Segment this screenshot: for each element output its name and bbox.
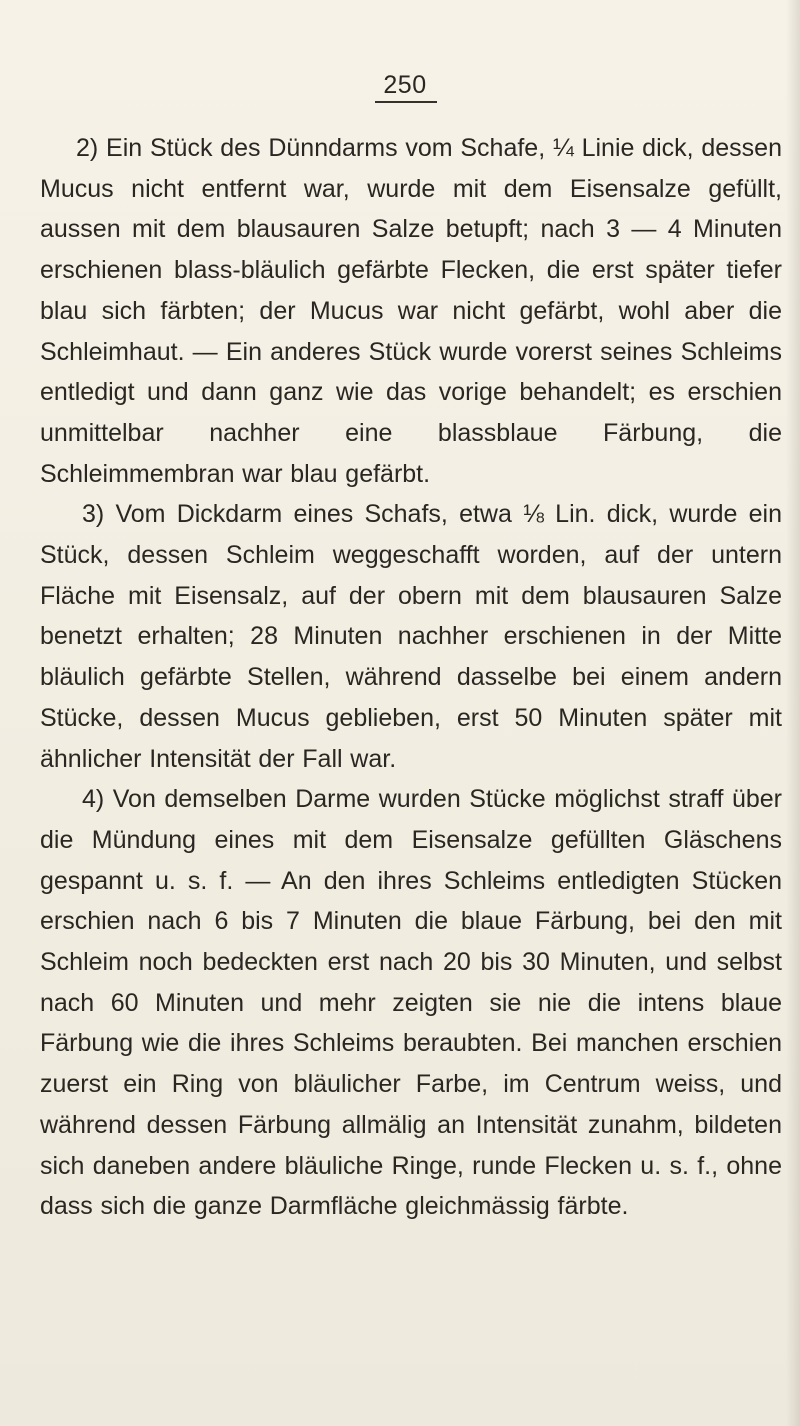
paragraph-2: 2) Ein Stück des Dünndarms vom Schafe, ¼ Linie dick, dessen Mucus nicht entfernt war, wurde mit dem Eisensalze gefüllt, aussen mit dem blausauren Salze betupft; nach 3 — 4 Minuten erschienen blass-bläulich gefärbte Flecken, die erst später tiefer blau sich färbten; der Mucus war nicht gefärbt, wohl aber die Schleimhaut. — Ein anderes Stück wurde vorerst seines Schleims entledigt und dann ganz wie das vorige behandelt; es erschien unmittelbar nachher eine blassblaue Färbung, die Schleimmembran war blau gefärbt. [40, 134, 782, 488]
page-number-rule [375, 101, 437, 103]
paragraph-4: 4) Von demselben Darme wurden Stücke möglichst straff über die Mündung eines mit dem Eisensalze gefüllten Gläschens gespannt u. s. f. — An den ihres Schleims entledigten Stücken erschien nach 6 bis 7 Minuten die blaue Färbung, bei den mit Schleim noch bedeckten erst nach 20 bis 30 Minuten, und selbst nach 60 Minuten und mehr zeigten sie nie die intens blaue Färbung wie die ihres Schleims beraubten. Bei manchen erschien zuerst ein Ring von bläulicher Farbe, im Centrum weiss, und während dessen Färbung allmälig an Intensität zunahm, bildeten sich daneben andere bläuliche Ringe, runde Flecken u. s. f., ohne dass sich die ganze Darmfläche gleichmässig färbte. [40, 785, 782, 1221]
page-edge-shadow [786, 0, 800, 1426]
page-number: 250 [383, 71, 427, 99]
body-text [40, 128, 782, 1227]
paragraph-3: 3) Vom Dickdarm eines Schafs, etwa ⅛ Lin. dick, wurde ein Stück, dessen Schleim weggeschafft worden, auf der untern Fläche mit Eisensalz, auf der obern mit dem blausauren Salze benetzt erhalten; 28 Minuten nachher erschienen in der Mitte bläulich gefärbte Stellen, während dasselbe bei einem andern Stücke, dessen Mucus geblieben, erst 50 Minuten später mit ähnlicher Intensität der Fall war. [40, 500, 782, 773]
